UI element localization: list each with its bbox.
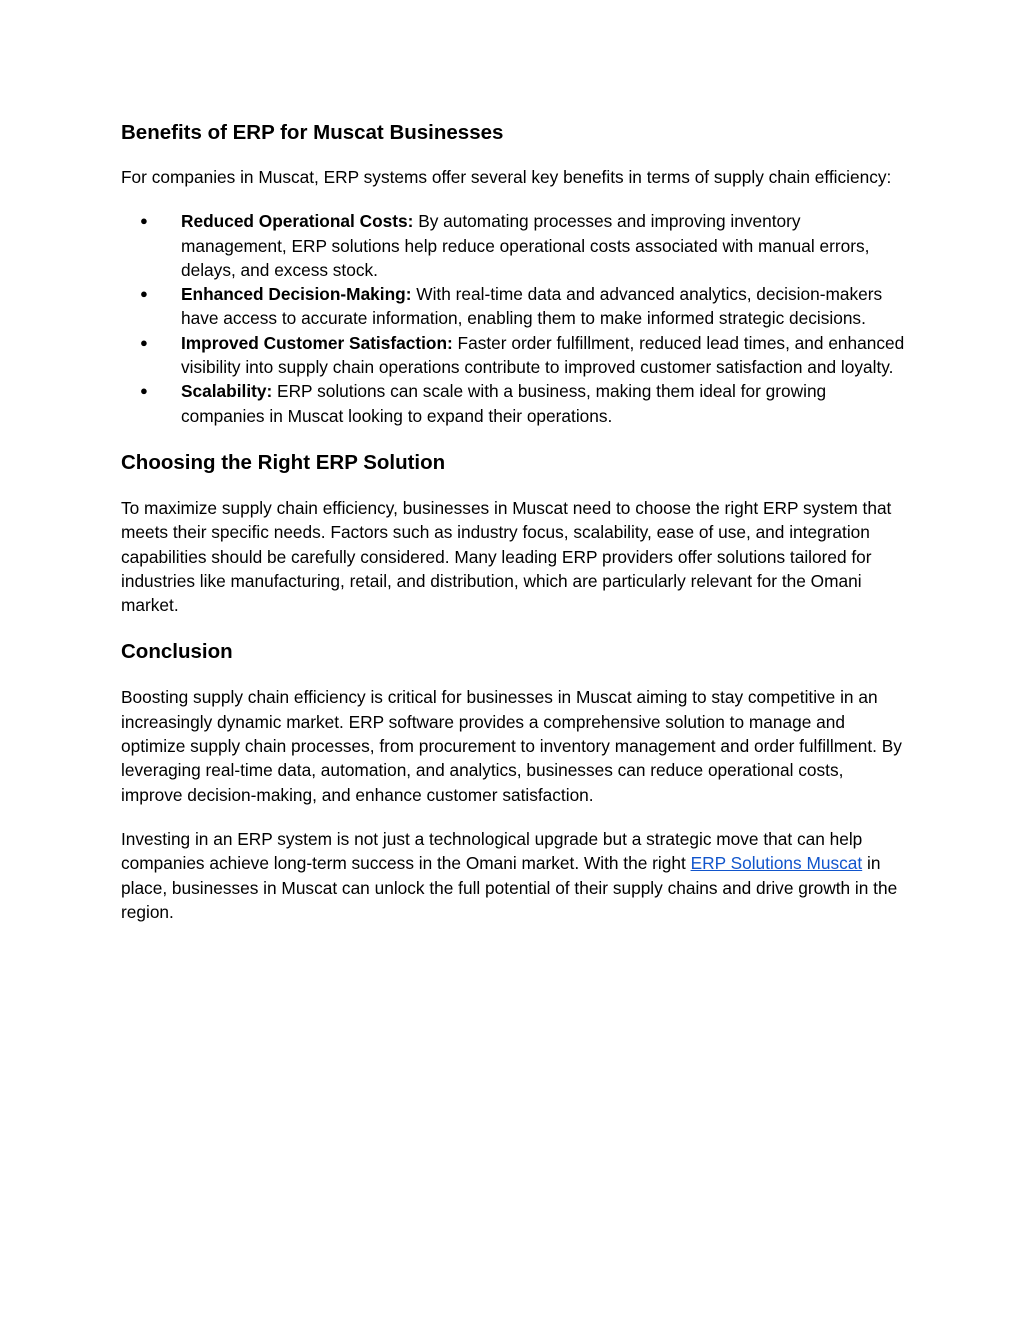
heading-choosing: Choosing the Right ERP Solution [121,450,446,474]
bullet-icon: ● [140,383,148,399]
document-body [121,118,906,924]
bullet-icon: ● [140,213,148,229]
heading-benefits: Benefits of ERP for Muscat Businesses [121,121,504,144]
benefit-text: By automating processes and improving inventory management, ERP solutions help reduce operational costs associated with manual errors, delays, and excess stock. [181,211,870,280]
conclusion-text-after-link: in place, businesses in Muscat can unlock the full potential of their supply chains and drive growth in the region. [121,853,898,922]
benefits-intro: For companies in Muscat, ERP systems offer several key benefits in terms of supply chain efficiency: [121,167,892,187]
list-item [121,331,906,380]
conclusion-paragraph-1: Boosting supply chain efficiency is critical for businesses in Muscat aiming to stay competitive in an increasingly dynamic market. ERP software provides a comprehensive solution to manage and optimize supply chain processes, from procurement to inventory management and order fulfillment. By leveraging real-time data, automation, and analytics, businesses can reduce operational costs, improve decision-making, and enhance customer satisfaction. [121,687,902,805]
bullet-icon: ● [140,286,148,302]
benefits-list [121,209,906,428]
conclusion-text-before-link: Investing in an ERP system is not just a technological upgrade but a strategic move that can help companies achieve long-term success in the Omani market. With the right [121,828,863,874]
choosing-paragraph: To maximize supply chain efficiency, businesses in Muscat need to choose the right ERP system that meets their specific needs. Factors such as industry focus, scalability, ease of use, and integration capabilities should be carefully considered. Many leading ERP providers offer solutions tailored for industries like manufacturing, retail, and distribution, which are particularly relevant for the Omani market. [121,497,892,616]
benefit-term: Scalability: [181,381,273,402]
conclusion-paragraph-2 [121,827,906,924]
benefit-text: ERP solutions can scale with a business, making them ideal for growing companies in Muscat looking to expand their operations. [181,381,827,426]
benefit-text: Faster order fulfillment, reduced lead times, and enhanced visibility into supply chain operations contribute to improved customer satisfaction and loyalty. [181,332,905,378]
benefit-term: Enhanced Decision-Making: [181,284,412,305]
erp-solutions-muscat-link[interactable]: ERP Solutions Muscat [690,853,863,874]
benefit-text: With real-time data and advanced analytics, decision-makers have access to accurate information, enabling them to make informed strategic decisions. [181,284,883,329]
list-item [121,379,906,428]
bullet-icon: ● [140,334,148,350]
benefit-term: Reduced Operational Costs: [181,211,414,232]
heading-conclusion: Conclusion [121,640,233,664]
list-item [121,282,906,331]
benefit-term: Improved Customer Satisfaction: [181,332,453,353]
list-item [121,209,906,282]
